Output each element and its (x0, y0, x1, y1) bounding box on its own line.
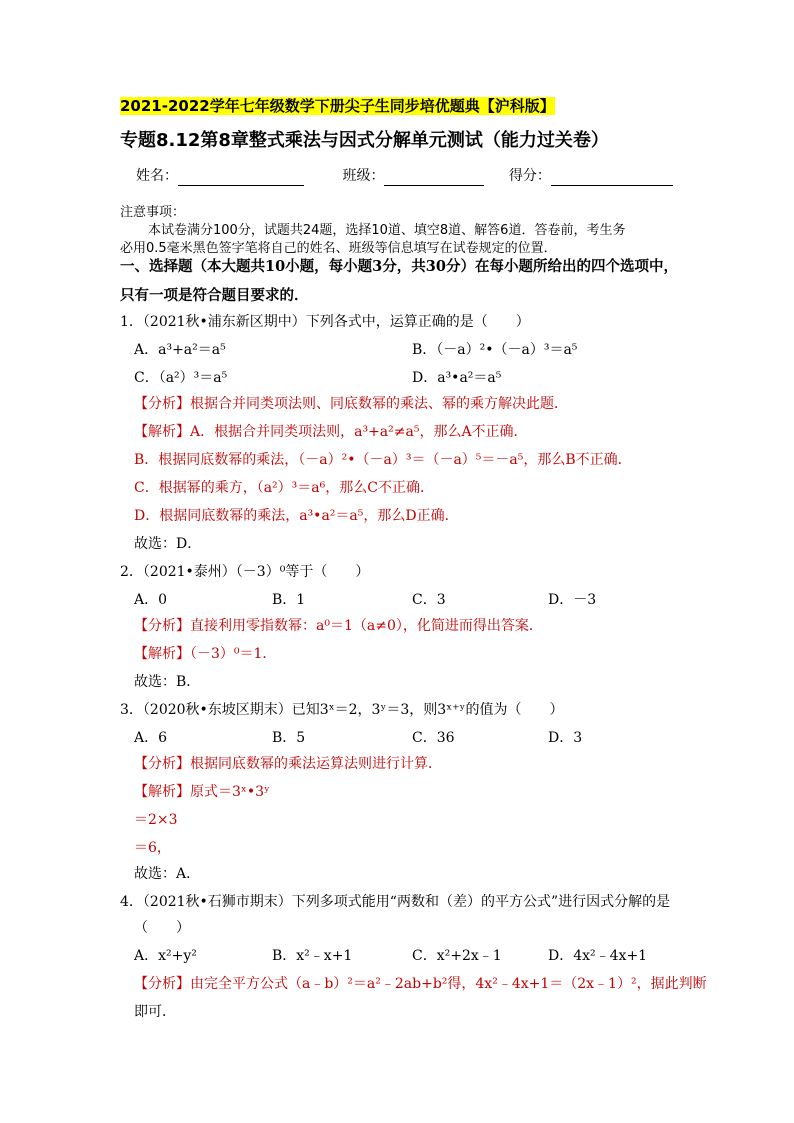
notice-line2: 必用0.5毫米黑色签字笔将自己的姓名、班级等信息填写在试卷规定的位置． (120, 241, 557, 256)
series-header (120, 96, 555, 117)
q3-option-b: B．5 (272, 730, 306, 746)
q4-paren: （ ） (134, 920, 190, 936)
q4-analysis-cont: 即可． (134, 1004, 176, 1020)
name-label: 姓名： (136, 168, 178, 184)
q1-option-b: B．（－a）²•（－a）³＝a⁵ (412, 342, 578, 358)
analysis-tag: 【分析】 (134, 756, 190, 772)
q4-analysis: 【分析】由完全平方公式（a﹣b）²＝a²﹣2ab+b²得，4x²﹣4x+1＝（2x﹣1）²，据此判断 (134, 976, 707, 992)
score-label: 得分： (508, 168, 551, 184)
solution-tag: 【解析】 (134, 646, 190, 662)
notice-heading: 注意事项： (120, 205, 186, 220)
q2-answer: 故选：B． (134, 674, 201, 690)
q2-option-c: C．3 (412, 592, 446, 608)
q4-option-c: C．x²+2x﹣1 (412, 948, 502, 964)
q2-option-b: B．1 (272, 592, 306, 608)
class-label: 班级： (342, 168, 385, 184)
series-title: 2021-2022学年七年级数学下册尖子生同步培优题典【沪科版】 (120, 97, 555, 115)
q2-option-a: A．0 (134, 592, 168, 608)
analysis-tag: 【分析】 (134, 618, 190, 634)
q1-solution: 【解析】A．根据合并同类项法则，a³+a²≠a⁵，那么A不正确． (134, 424, 528, 440)
q4-option-a: A．x²+y² (134, 948, 197, 964)
analysis-tag: 【分析】 (134, 396, 190, 412)
analysis-tag: 【分析】 (134, 976, 190, 992)
q3-stem: 3．（2020秋•东坡区期末）已知3ˣ＝2，3ʸ＝3，则3ˣ⁺ʸ的值为（ ） (120, 702, 564, 718)
class-field[interactable] (384, 169, 484, 186)
q4-option-d: D．4x²﹣4x+1 (548, 948, 648, 964)
q3-option-c: C．36 (412, 730, 455, 746)
q2-solution: 【解析】（－3）⁰＝1． (134, 646, 277, 662)
q1-option-a: A．a³+a²＝a⁵ (134, 342, 226, 358)
notice-line1: 本试卷满分100分，试题共24题，选择10道、填空8道、解答6道．答卷前，考生务 (148, 223, 626, 238)
q1-analysis: 【分析】根据合并同类项法则、同底数幂的乘法、幂的乘方解决此题． (134, 396, 568, 412)
q2-option-d: D．－3 (548, 592, 597, 608)
q1-option-c: C．（a²）³＝a⁵ (134, 370, 228, 386)
section-heading-1: 一、选择题（本大题共10小题，每小题3分，共30分）在每小题所给出的四个选项中， (120, 258, 678, 275)
solution-tag: 【解析】 (134, 784, 190, 800)
solution-tag: 【解析】 (134, 424, 190, 440)
q3-answer: 故选：A． (134, 866, 201, 882)
name-field[interactable] (178, 169, 304, 186)
q3-analysis: 【分析】根据同底数幂的乘法运算法则进行计算． (134, 756, 442, 772)
q2-stem: 2．（2021•泰州）（－3）⁰等于（ ） (120, 564, 370, 580)
q2-analysis: 【分析】直接利用零指数幂：a⁰＝1（a≠0），化简进而得出答案． (134, 618, 543, 634)
q4-stem: 4．（2021秋•石狮市期末）下列多项式能用“两数和（差）的平方公式”进行因式分解的是 (120, 894, 671, 910)
q1-solution-b: B．根据同底数幂的乘法，（－a）²•（－a）³＝（－a）⁵＝－a⁵，那么B不正确． (134, 452, 632, 468)
q3-option-d: D．3 (548, 730, 583, 746)
section-heading-2: 只有一项是符合题目要求的． (120, 287, 309, 304)
q1-option-d: D．a³•a²＝a⁵ (412, 370, 502, 386)
q3-option-a: A．6 (134, 730, 168, 746)
q4-option-b: B．x²﹣x+1 (272, 948, 353, 964)
q3-step-3: ＝6， (134, 840, 171, 856)
score-field[interactable] (551, 169, 673, 186)
q1-answer: 故选：D． (134, 536, 202, 552)
info-row (136, 166, 673, 186)
q1-solution-c: C．根据幂的乘方，（a²）³＝a⁶，那么C不正确． (134, 480, 434, 496)
page-title: 专题8.12第8章整式乘法与因式分解单元测试（能力过关卷） (120, 130, 609, 151)
q1-stem: 1．（2021秋•浦东新区期中）下列各式中，运算正确的是（ ） (120, 314, 530, 330)
q3-step-2: ＝2×3 (134, 812, 178, 828)
q3-solution: 【解析】原式＝3ˣ•3ʸ (134, 784, 270, 800)
q1-solution-d: D．根据同底数幂的乘法，a³•a²＝a⁵，那么D正确． (134, 508, 459, 524)
